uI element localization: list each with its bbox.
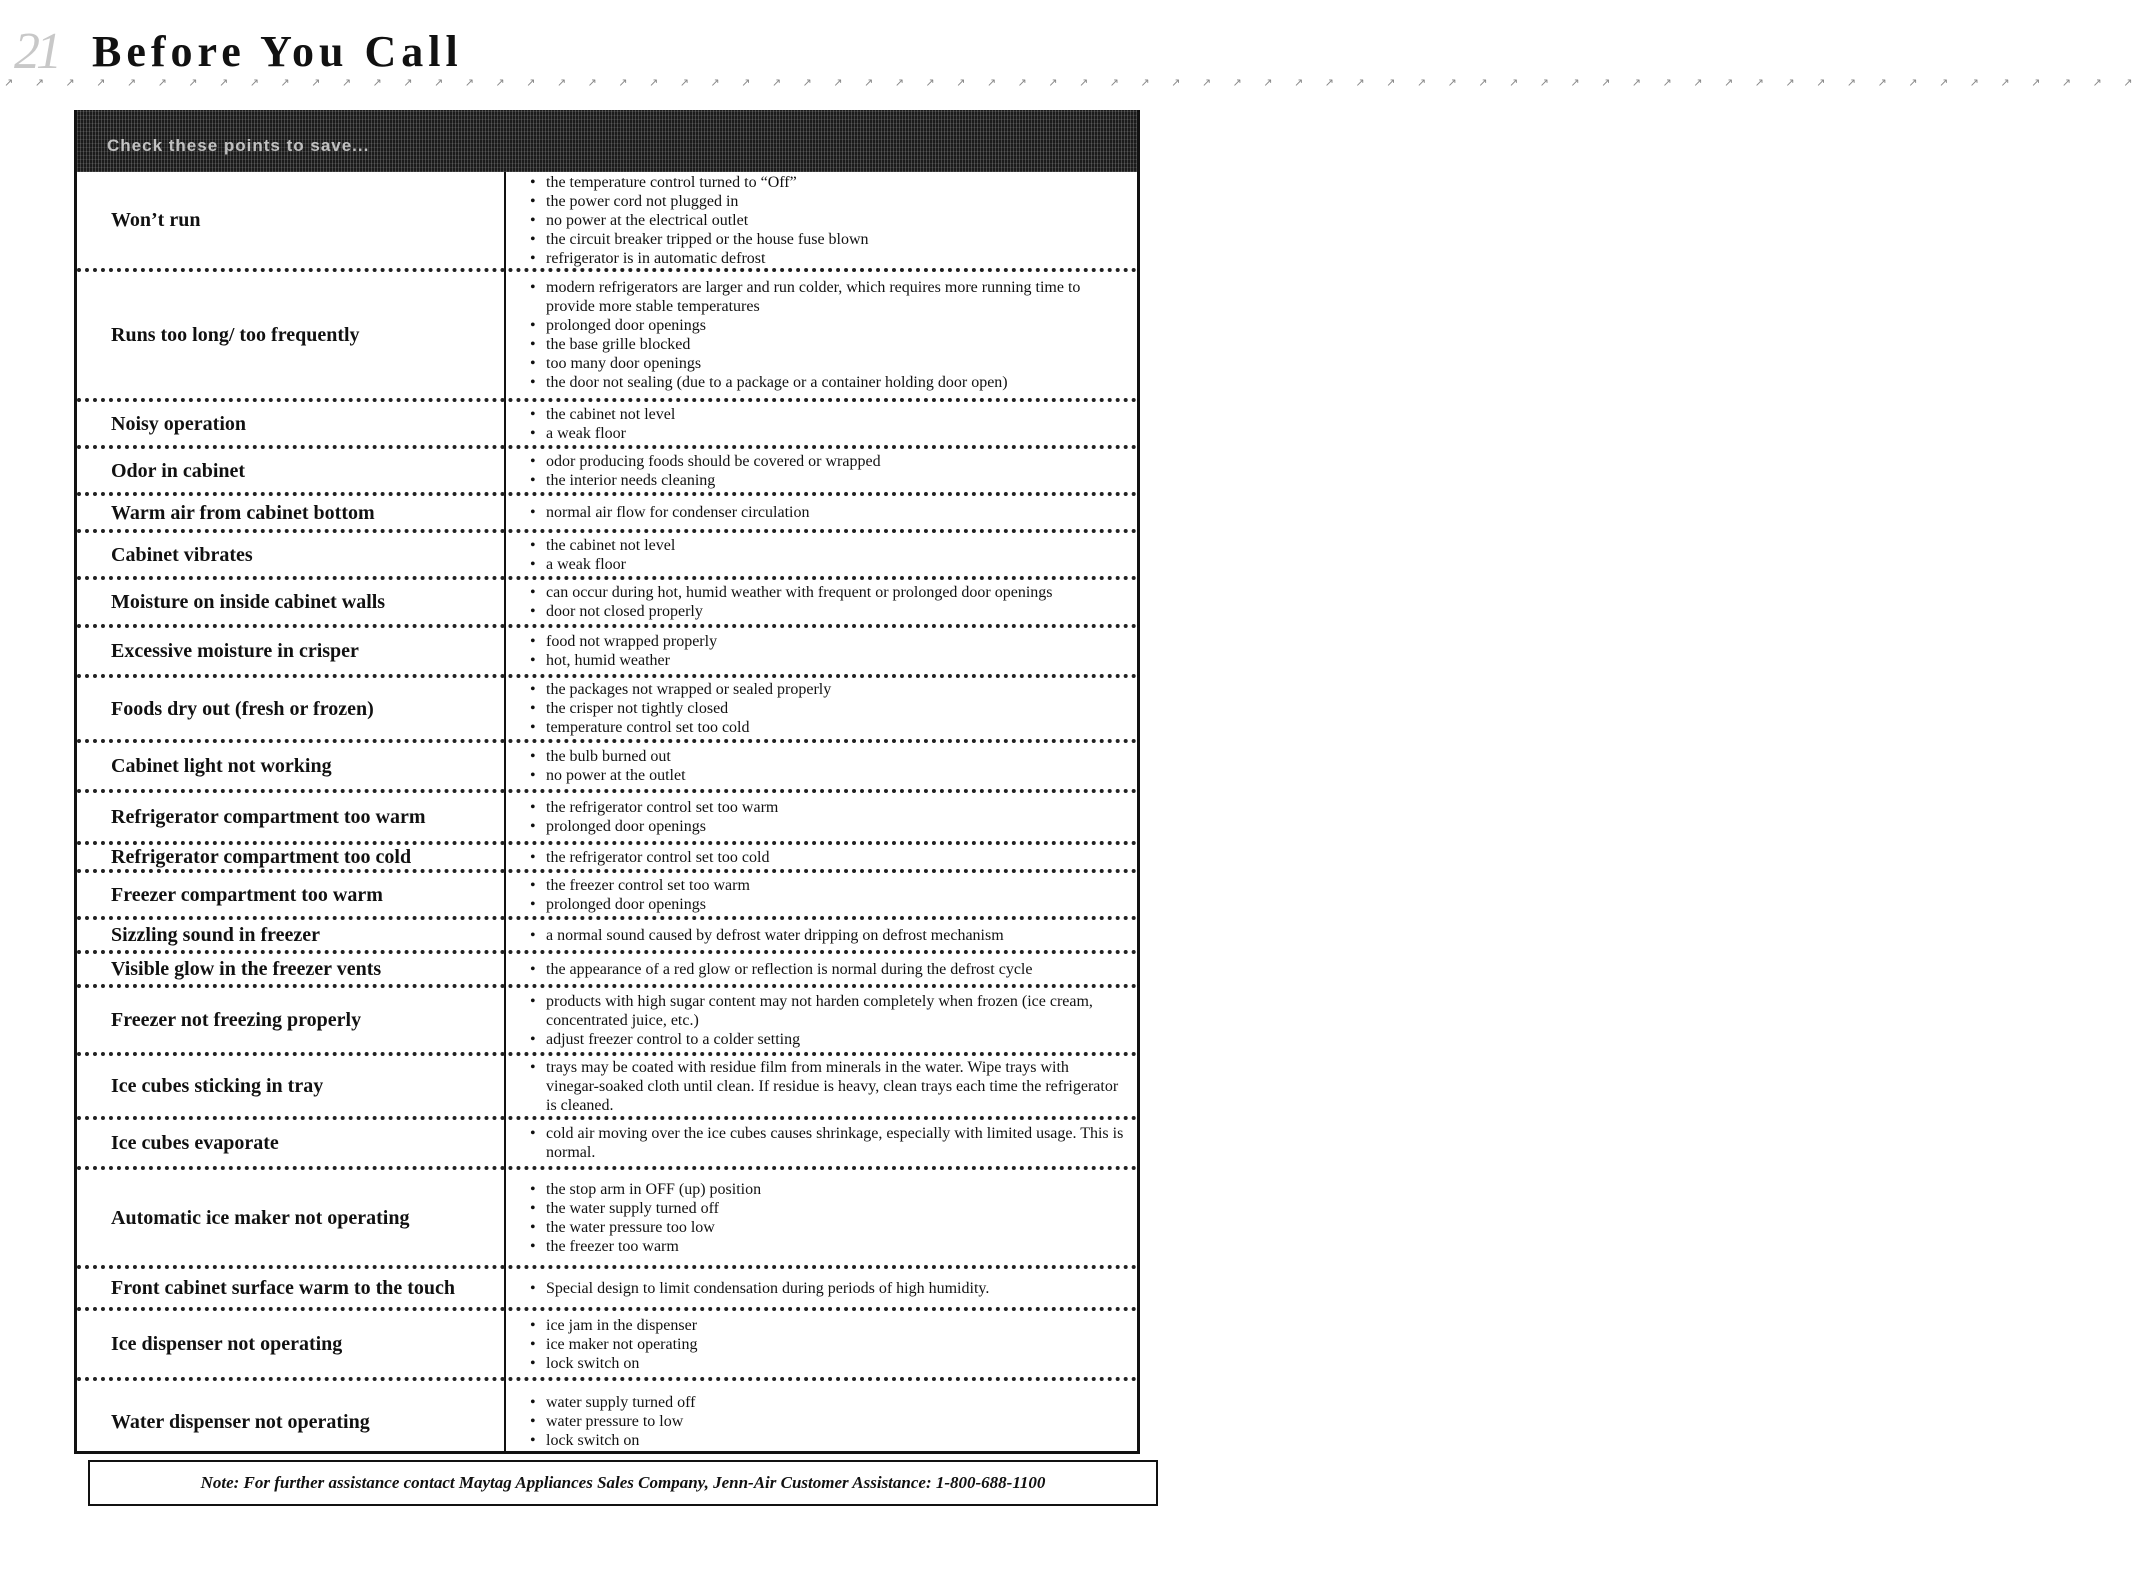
table-row: [77, 1120, 1137, 1170]
cause-item: • the water supply turned off: [530, 1199, 1125, 1218]
cause-item: • the refrigerator control set too cold: [530, 848, 1125, 867]
cause-item: • the freezer too warm: [530, 1237, 1125, 1256]
cause-list: [506, 580, 1137, 624]
cause-list: [506, 172, 1137, 268]
table-row: [77, 1381, 1137, 1462]
cause-list: [506, 1056, 1137, 1116]
problem-label: Freezer compartment too warm: [111, 883, 383, 906]
cause-item: • the appearance of a red glow or reflection is normal during the defrost cycle: [530, 960, 1125, 979]
table-row: [77, 988, 1137, 1056]
table-row: [77, 496, 1137, 533]
cause-item: • normal air flow for condenser circulation: [530, 503, 1125, 522]
troubleshooting-table: [74, 110, 1140, 1454]
problem-label: Runs too long/ too frequently: [111, 324, 360, 346]
cause-item: • the cabinet not level: [530, 536, 1125, 555]
cause-item: • the base grille blocked: [530, 335, 1125, 354]
problem-label: Water dispenser not operating: [111, 1410, 370, 1433]
cause-list: [506, 1311, 1137, 1377]
cause-item: • a weak floor: [530, 424, 1125, 443]
table-row: [77, 845, 1137, 873]
cause-item: • temperature control set too cold: [530, 718, 1125, 737]
table-row: [77, 873, 1137, 920]
cause-item: • a weak floor: [530, 555, 1125, 574]
problem-label: Excessive moisture in crisper: [111, 640, 359, 662]
cause-item: • water pressure to low: [530, 1412, 1125, 1431]
cause-list: [506, 743, 1137, 789]
page-number: 21: [14, 23, 58, 80]
table-rows: [77, 172, 1137, 1462]
cause-item: • the circuit breaker tripped or the house fuse blown: [530, 230, 1125, 249]
problem-label: Won’t run: [111, 209, 201, 231]
table-header-text: Check these points to save...: [107, 136, 370, 155]
cause-list: [506, 954, 1137, 984]
problem-label: Foods dry out (fresh or frozen): [111, 697, 374, 720]
cause-item: • the refrigerator control set too warm: [530, 798, 1125, 817]
cause-list: [506, 533, 1137, 576]
table-row: [77, 533, 1137, 580]
problem-label: Ice cubes sticking in tray: [111, 1075, 324, 1097]
cause-item: • a normal sound caused by defrost water dripping on defrost mechanism: [530, 926, 1125, 945]
cause-item: • the power cord not plugged in: [530, 192, 1125, 211]
cause-list: [506, 1120, 1137, 1166]
cause-list: [506, 496, 1137, 529]
table-row: [77, 1269, 1137, 1311]
cause-item: • no power at the electrical outlet: [530, 211, 1125, 230]
cause-list: [506, 628, 1137, 674]
problem-label: Warm air from cabinet bottom: [111, 501, 375, 524]
cause-item: • the freezer control set too warm: [530, 876, 1125, 895]
cause-item: • the crisper not tightly closed: [530, 699, 1125, 718]
table-header-bar: [77, 110, 1137, 172]
cause-item: • water supply turned off: [530, 1393, 1125, 1412]
problem-label: Automatic ice maker not operating: [111, 1206, 410, 1229]
problem-label: Ice cubes evaporate: [111, 1132, 279, 1154]
cause-item: • Special design to limit condensation during periods of high humidity.: [530, 1279, 1125, 1298]
problem-label: Odor in cabinet: [111, 459, 246, 482]
table-row: [77, 793, 1137, 845]
cause-item: • hot, humid weather: [530, 651, 1125, 670]
cause-item: • the interior needs cleaning: [530, 471, 1125, 490]
cause-list: [506, 402, 1137, 445]
problem-label: Cabinet vibrates: [111, 543, 253, 566]
problem-label: Refrigerator compartment too warm: [111, 806, 426, 828]
table-row: [77, 402, 1137, 449]
cause-list: [506, 845, 1137, 869]
cause-item: • the cabinet not level: [530, 405, 1125, 424]
page-title: Before You Call: [92, 27, 463, 76]
table-row: [77, 272, 1137, 402]
cause-item: • prolonged door openings: [530, 895, 1125, 914]
cause-item: • lock switch on: [530, 1354, 1125, 1373]
table-row: [77, 172, 1137, 272]
problem-label: Cabinet light not working: [111, 755, 332, 777]
cause-list: [506, 449, 1137, 492]
cause-item: • the packages not wrapped or sealed properly: [530, 680, 1125, 699]
cause-item: • lock switch on: [530, 1431, 1125, 1450]
table-row: [77, 580, 1137, 628]
cause-list: [506, 988, 1137, 1052]
cause-item: • ice maker not operating: [530, 1335, 1125, 1354]
table-row: [77, 1170, 1137, 1269]
cause-item: • the water pressure too low: [530, 1218, 1125, 1237]
cause-item: • cold air moving over the ice cubes causes shrinkage, especially with limited usage. This is normal.: [530, 1124, 1125, 1162]
problem-label: Freezer not freezing properly: [111, 1009, 362, 1031]
problem-label: Ice dispenser not operating: [111, 1333, 343, 1355]
cause-item: • the door not sealing (due to a package or a container holding door open): [530, 373, 1125, 392]
cause-list: [506, 793, 1137, 841]
problem-label: Sizzling sound in freezer: [111, 924, 321, 946]
cause-item: • adjust freezer control to a colder setting: [530, 1030, 1125, 1049]
cause-item: • prolonged door openings: [530, 817, 1125, 836]
table-row: [77, 1311, 1137, 1381]
cause-list: [506, 272, 1137, 398]
assistance-note: Note: For further assistance contact Maytag Appliances Sales Company, Jenn-Air Customer Assistance: 1-800-688-1100: [88, 1460, 1158, 1506]
decorative-arrow-rule: ↗ ↗ ↗ ↗ ↗ ↗ ↗ ↗ ↗ ↗ ↗ ↗ ↗ ↗ ↗ ↗ ↗ ↗ ↗ ↗ ↗ ↗ ↗ ↗ ↗ ↗ ↗ ↗ ↗ ↗ ↗ ↗ ↗ ↗ ↗ ↗ ↗ ↗ ↗ ↗ ↗ ↗ ↗ ↗ ↗ ↗ ↗ ↗ ↗ ↗ ↗ ↗ ↗ ↗ ↗ ↗ ↗ ↗ ↗ ↗ ↗ ↗ ↗ ↗ ↗ ↗ ↗ ↗ ↗ ↗: [4, 76, 2141, 89]
cause-list: [506, 1381, 1137, 1462]
cause-item: • odor producing foods should be covered or wrapped: [530, 452, 1125, 471]
cause-item: • trays may be coated with residue film from minerals in the water. Wipe trays with vinegar-soaked cloth until clean. If residue is heavy, clean trays each time the refrigerator is cleaned.: [530, 1058, 1125, 1115]
cause-item: • can occur during hot, humid weather with frequent or prolonged door openings: [530, 583, 1125, 602]
table-row: [77, 920, 1137, 954]
cause-item: • door not closed properly: [530, 602, 1125, 621]
cause-item: • the temperature control turned to “Off”: [530, 173, 1125, 192]
problem-label: Visible glow in the freezer vents: [111, 958, 382, 980]
table-row: [77, 678, 1137, 743]
table-row: [77, 628, 1137, 678]
cause-item: • modern refrigerators are larger and run colder, which requires more running time to provide more stable temperatures: [530, 278, 1125, 316]
table-row: [77, 449, 1137, 496]
table-row: [77, 1056, 1137, 1120]
table-row: [77, 743, 1137, 793]
cause-item: • ice jam in the dispenser: [530, 1316, 1125, 1335]
cause-item: • no power at the outlet: [530, 766, 1125, 785]
cause-list: [506, 1170, 1137, 1265]
problem-label: Noisy operation: [111, 412, 246, 435]
cause-list: [506, 873, 1137, 916]
cause-item: • too many door openings: [530, 354, 1125, 373]
cause-item: • the bulb burned out: [530, 747, 1125, 766]
problem-label: Refrigerator compartment too cold: [111, 846, 412, 868]
problem-label: Moisture on inside cabinet walls: [111, 591, 386, 613]
cause-item: • prolonged door openings: [530, 316, 1125, 335]
table-row: [77, 954, 1137, 988]
cause-item: • the stop arm in OFF (up) position: [530, 1180, 1125, 1199]
problem-label: Front cabinet surface warm to the touch: [111, 1277, 456, 1299]
cause-list: [506, 678, 1137, 739]
cause-item: • products with high sugar content may not harden completely when frozen (ice cream, concentrated juice, etc.): [530, 992, 1125, 1030]
cause-item: • food not wrapped properly: [530, 632, 1125, 651]
cause-list: [506, 920, 1137, 950]
cause-item: • refrigerator is in automatic defrost: [530, 249, 1125, 268]
cause-list: [506, 1269, 1137, 1307]
